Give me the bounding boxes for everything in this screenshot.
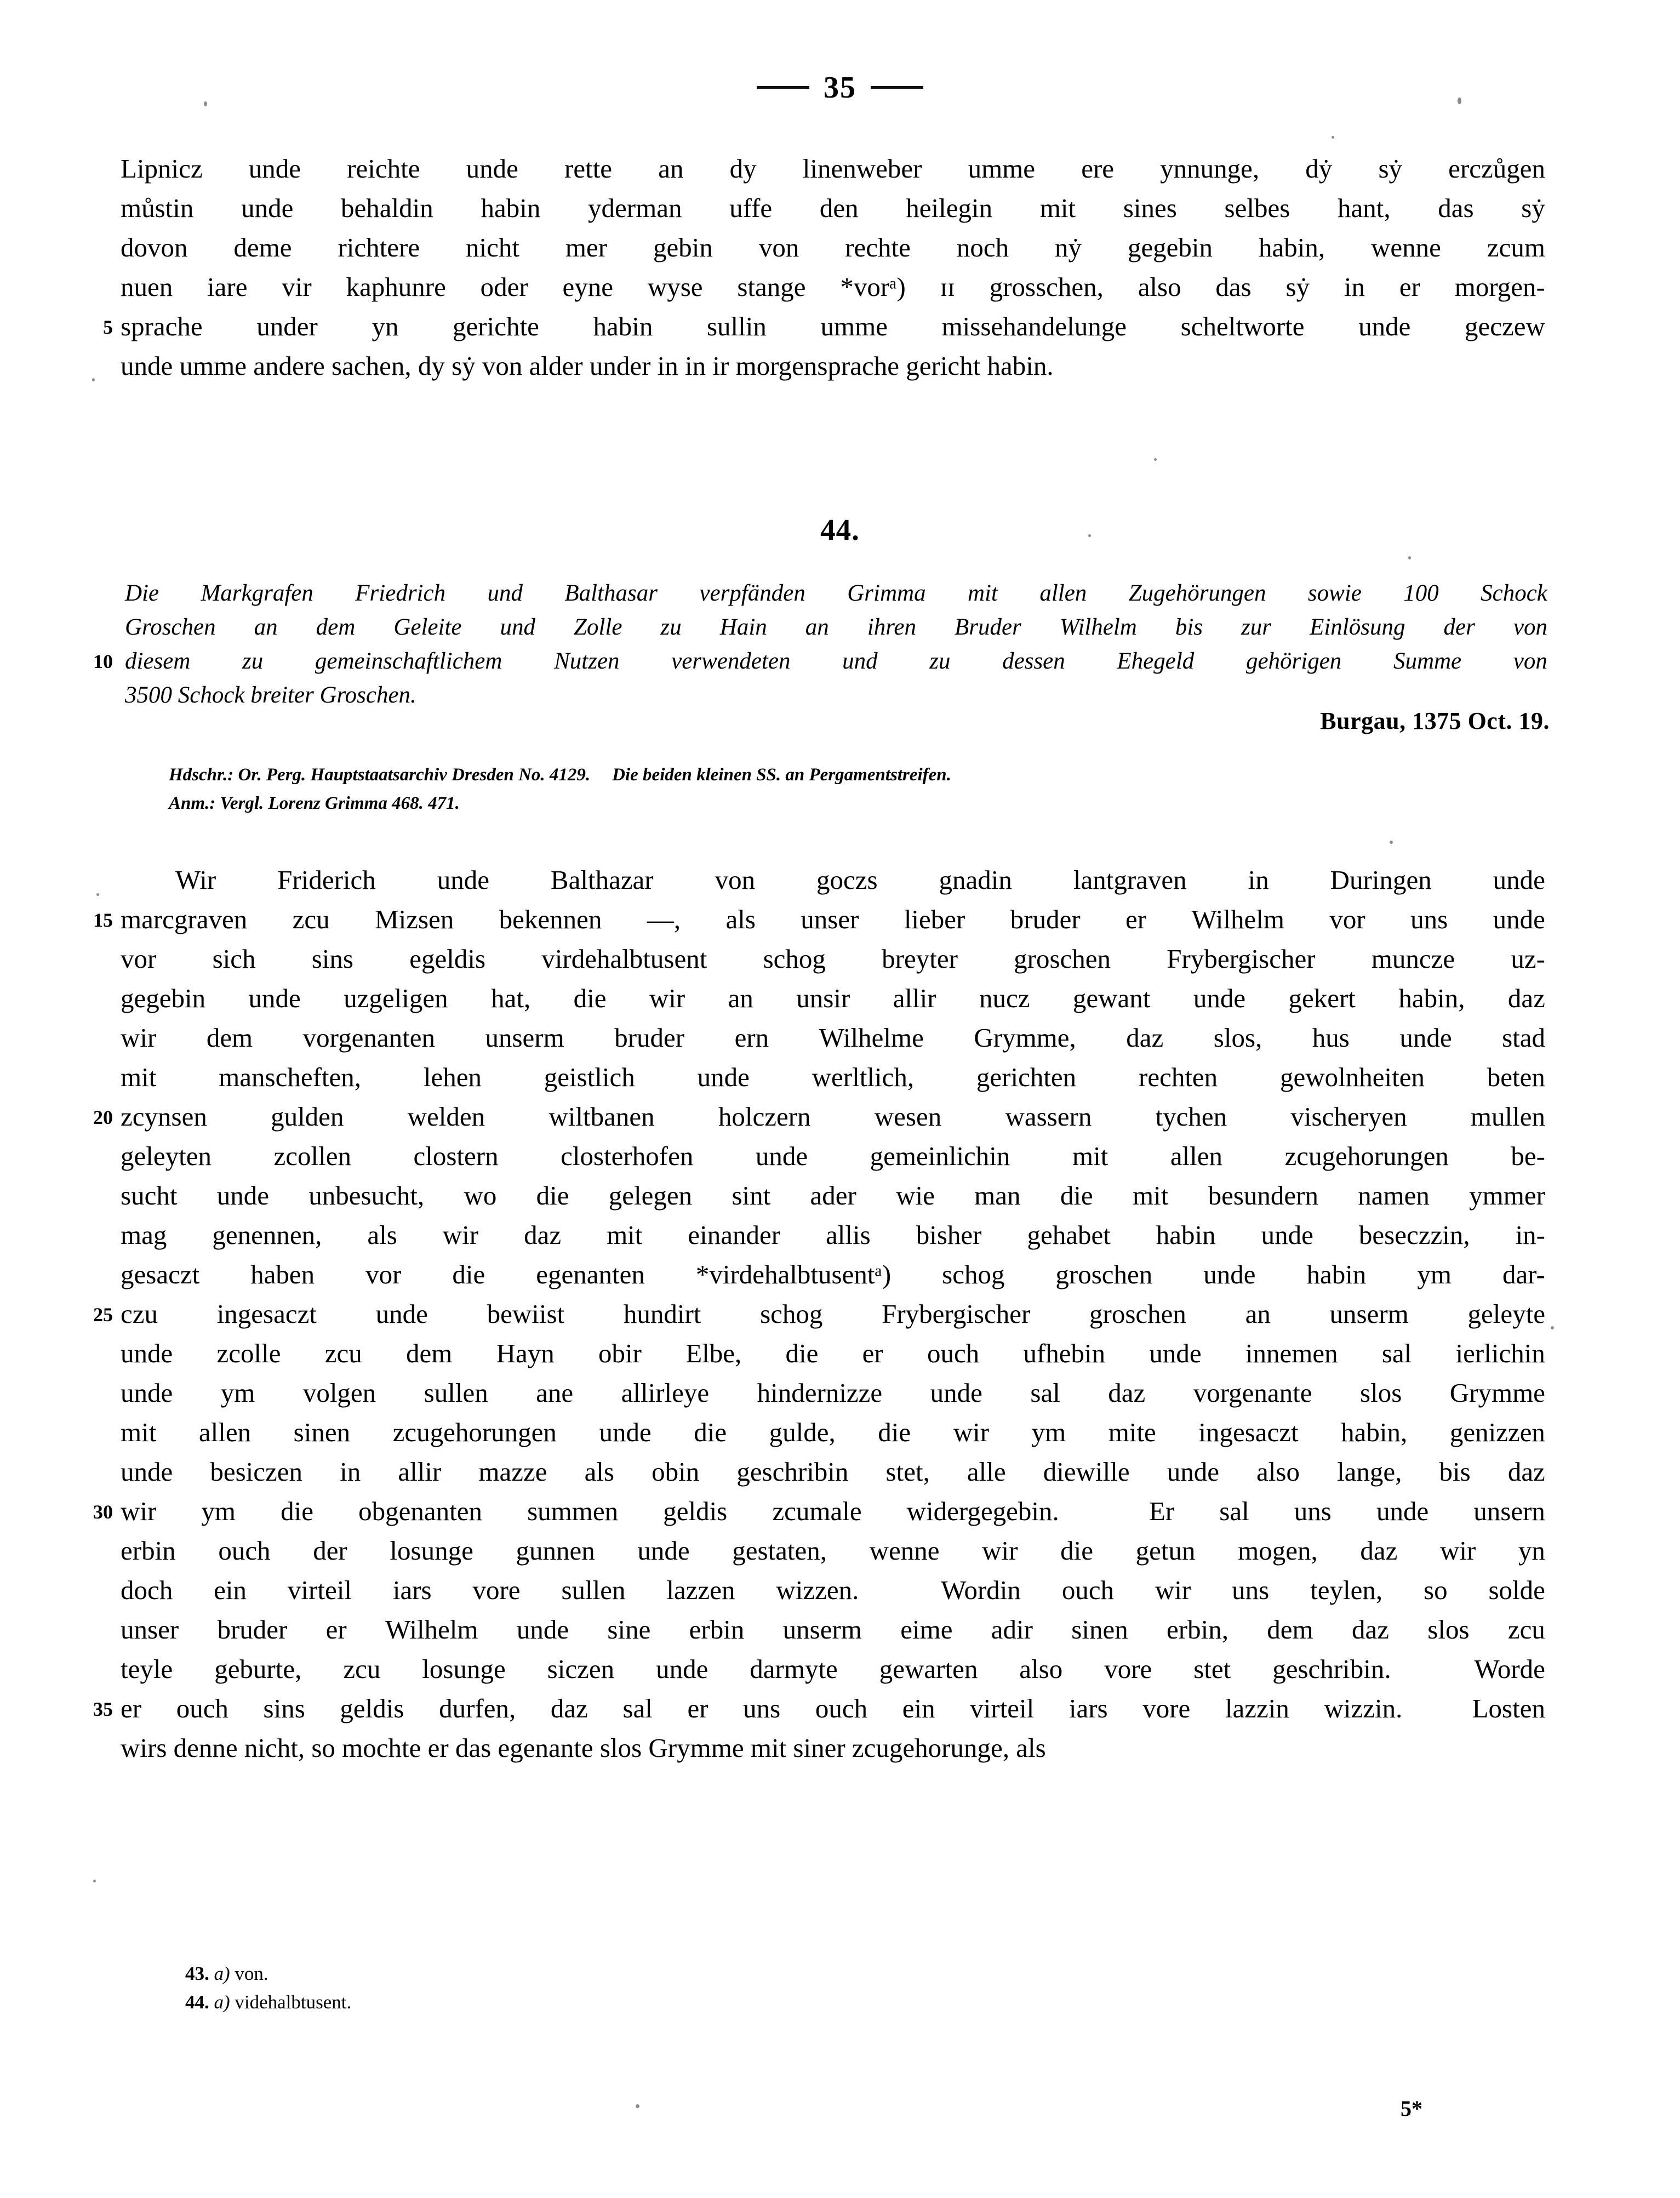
scan-speck <box>1154 458 1157 461</box>
charter-44-line: 20 zcynsen gulden welden wiltbanen holczern wesen wassern tychen vischeryen mullen <box>121 1097 1551 1137</box>
charter-44-body <box>93 860 1551 1768</box>
source-note-text: Vergl. Lorenz Grimma 468. 471. <box>220 793 460 813</box>
scan-speck <box>1408 556 1411 560</box>
head-rule-left <box>757 86 809 89</box>
footnote-number: 44. <box>185 1991 214 2013</box>
footnote-mark: a) <box>214 1963 235 1984</box>
charter-44-line: mit allen sinen zcugehorungen unde die gulde, die wir ym mite ingesaczt habin, genizzen <box>121 1417 1545 1447</box>
charter-44-line: vor sich sins egeldis virdehalbtusent schog breyter groschen Frybergischer muncze uz- <box>121 944 1545 974</box>
footnote-line <box>185 1988 351 2017</box>
signature-mark: 5* <box>1401 2096 1422 2121</box>
line-number: 30 <box>93 1501 113 1523</box>
charter-44-line: 25 czu ingesaczt unde bewiist hundirt schog Frybergischer groschen an unserm geleyte <box>121 1294 1551 1334</box>
regest-line: Die Markgrafen Friedrich und Balthasar verpfänden Grimma mit allen Zugehörungen sowie 100 Schock <box>125 580 1547 606</box>
charter-44-line: 30 wir ym die obgenanten summen geldis zcumale widergegebin. Er sal uns unde unsern <box>121 1492 1551 1531</box>
source-note-label: Hdschr.: <box>169 765 238 785</box>
scan-speck <box>636 2104 639 2108</box>
regest-line: Groschen an dem Geleite und Zolle zu Hain an ihren Bruder Wilhelm bis zur Einlösung der von <box>125 614 1547 640</box>
charter-44-line: erbin ouch der losunge gunnen unde gestaten, wenne wir die getun mogen, daz wir yn <box>121 1535 1545 1566</box>
charter-44-line: unde besiczen in allir mazze als obin geschribin stet, alle diewille unde also lange, bis daz <box>121 1457 1545 1487</box>
scan-speck <box>1551 1326 1554 1329</box>
scan-speck <box>93 1880 96 1882</box>
charter-43-line: unde umme andere sachen, dy sẏ von alder under in in ir morgensprache gericht habin. <box>121 351 1054 381</box>
charter-44-line: teyle geburte, zcu losunge siczen unde darmyte gewarten also vore stet geschribin. Worde <box>121 1654 1545 1684</box>
charter-44-line: wir dem vorgenanten unserm bruder ern Wilhelme Grymme, daz slos, hus unde stad <box>121 1023 1545 1053</box>
charter-44-line: doch ein virteil iars vore sullen lazzen wizzen. Wordin ouch wir uns teylen, so solde <box>121 1575 1545 1605</box>
line-number: 20 <box>93 1106 113 1128</box>
charter-44-line: 35 er ouch sins geldis durfen, daz sal er uns ouch ein virteil iars vore lazzin wizzin. Losten <box>121 1689 1551 1728</box>
charter-43-line: můstin unde behaldin habin yderman uffe den heilegin mit sines selbes hant, das sẏ <box>121 193 1545 223</box>
charter-44-line: Wir Friderich unde Balthazar von goczs gnadin lantgraven in Duringen unde <box>175 865 1545 895</box>
regest-line: 3500 Schock breiter Groschen. <box>125 682 416 708</box>
scan-speck <box>92 378 95 381</box>
charter-43-line: 5 sprache under yn gerichte habin sullin umme missehandelunge scheltworte unde geczew <box>121 307 1551 346</box>
charter-44-dateline: Burgau, 1375 Oct. 19. <box>1320 707 1550 734</box>
charter-44-line: unser bruder er Wilhelm unde sine erbin unserm eime adir sinen erbin, dem daz slos zcu <box>121 1614 1545 1645</box>
scan-speck <box>204 101 207 106</box>
charter-43-line: dovon deme richtere nicht mer gebin von rechte noch nẏ gegebin habin, wenne zcum <box>121 232 1545 262</box>
charter-44-source-notes <box>169 761 1550 818</box>
footnote-number: 43. <box>185 1963 214 1984</box>
charter-44-line: unde ym volgen sullen ane allirleye hindernizze unde sal daz vorgenante slos Grymme <box>121 1378 1545 1408</box>
scan-speck <box>1390 841 1393 844</box>
line-number: 5 <box>103 316 113 338</box>
charter-43-line: nuen iare vir kaphunre oder eyne wyse stange *vorᵃ) ɪɪ grosschen, also das sẏ in er morgen- <box>121 272 1545 302</box>
head-rule-right <box>871 86 923 89</box>
charter-44-line: gegebin unde uzgeligen hat, die wir an unsir allir nucz gewant unde gekert habin, daz <box>121 983 1545 1013</box>
charter-43-text <box>103 149 1551 386</box>
line-number: 15 <box>93 909 113 931</box>
source-note-extra: Die beiden kleinen SS. an Pergamentstreifen. <box>612 765 951 785</box>
scan-speck <box>1088 534 1091 537</box>
charter-44-regest <box>93 576 1550 712</box>
line-number: 35 <box>93 1698 113 1720</box>
regest-line: 10 diesem zu gemeinschaftlichem Nutzen verwendeten und zu dessen Ehegeld gehörigen Summe von <box>125 644 1550 678</box>
charter-44-line: sucht unde unbesucht, wo die gelegen sint ader wie man die mit besundern namen ymmer <box>121 1180 1545 1211</box>
scan-speck <box>1458 98 1461 104</box>
charter-44-line: mit manscheften, lehen geistlich unde werltlich, gerichten rechten gewolnheiten beten <box>121 1062 1545 1092</box>
scan-speck <box>96 893 99 896</box>
footnote-text: videhalbtusent. <box>235 1991 352 2013</box>
source-note-label: Anm.: <box>169 793 220 813</box>
line-number: 25 <box>93 1304 113 1326</box>
footnote-mark: a) <box>214 1991 235 2013</box>
source-note-line <box>169 789 1550 818</box>
scan-speck <box>1332 136 1334 139</box>
folio-number: 35 <box>824 71 856 105</box>
charter-44-line: 15 marcgraven zcu Mizsen bekennen —, als unser lieber bruder er Wilhelm vor uns unde <box>121 900 1551 939</box>
footnote-line <box>185 1960 351 1988</box>
charter-43-line: Lipnicz unde reichte unde rette an dy linenweber umme ere ynnunge, dẏ sẏ erczůgen <box>121 153 1545 184</box>
line-number: 10 <box>93 650 113 672</box>
source-note-line <box>169 761 1550 789</box>
charter-44-line: mag genennen, als wir daz mit einander allis bisher gehabet habin unde beseczzin, in- <box>121 1220 1545 1250</box>
footnote-text: von. <box>235 1963 268 1984</box>
charter-44-line: wirs denne nicht, so mochte er das egenante slos Grymme mit siner zcugehorunge, als <box>121 1733 1046 1763</box>
footnote-block <box>185 1960 351 2017</box>
running-head <box>0 70 1680 105</box>
source-note-text: Or. Perg. Hauptstaatsarchiv Dresden No. 4129. <box>238 765 591 785</box>
charter-44-line: geleyten zcollen clostern closterhofen unde gemeinlichin mit allen zcugehorungen be- <box>121 1141 1545 1171</box>
charter-44-line: unde zcolle zcu dem Hayn obir Elbe, die er ouch ufhebin unde innemen sal ierlichin <box>121 1338 1545 1368</box>
charter-44-line: gesaczt haben vor die egenanten *virdehalbtusentᵃ) schog groschen unde habin ym dar- <box>121 1259 1545 1289</box>
charter-44-heading: 44. <box>820 513 860 546</box>
